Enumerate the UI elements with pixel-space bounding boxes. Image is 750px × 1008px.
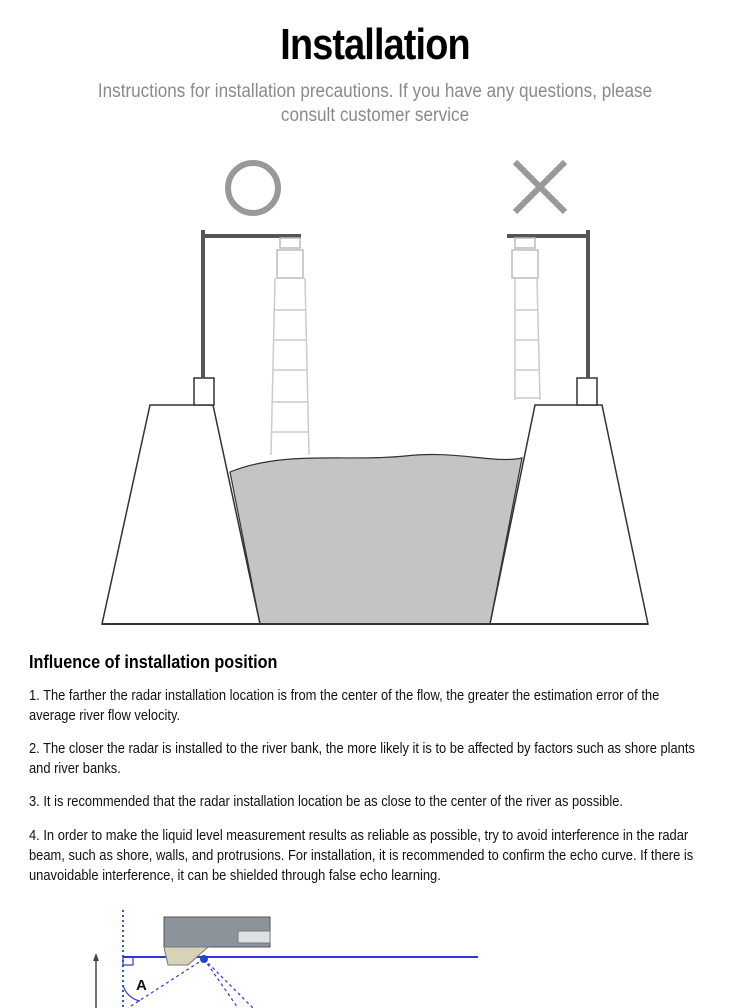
axis-arrow-icon (93, 953, 99, 961)
angle-label: A (136, 977, 147, 994)
paragraph-1: 1. The farther the radar installation location is from the center of the flow, the greater the estimation error of the average river flow velocity. (29, 688, 660, 724)
wrong-mark-icon (515, 162, 565, 212)
paragraph-2: 2. The closer the radar is installed to the river bank, the more likely it is to be affected by factors such as shore plants and river banks. (29, 741, 695, 777)
installation-diagram (95, 150, 655, 630)
section-heading: Influence of installation position (29, 652, 278, 672)
right-radar-beam (515, 278, 540, 400)
left-radar-beam (271, 278, 309, 455)
angle-diagram (88, 905, 488, 1008)
left-mount-base (194, 378, 214, 405)
right-bank (490, 405, 648, 624)
left-radar-sensor (277, 238, 303, 278)
left-bank (102, 405, 260, 624)
river-water (230, 454, 522, 624)
right-mount-base (577, 378, 597, 405)
correct-mark-icon (228, 163, 278, 213)
paragraph-3: 3. It is recommended that the radar installation location be as close to the center of the river as possible. (29, 794, 623, 810)
right-angle-mark (123, 957, 133, 965)
paragraph-4: 4. In order to make the liquid level measurement results as reliable as possible, try to avoid interference in the radar beam, such as shore, walls, and protrusions. For installation, it is recommended to confirm the echo curve. If there is unavoidable interference, it can be shielded through false echo learning. (29, 828, 694, 884)
right-radar-sensor (512, 238, 538, 278)
page-title: Installation (280, 20, 470, 69)
page-subtitle: Instructions for installation precautions. If you have any questions, please consult customer service (97, 81, 653, 126)
